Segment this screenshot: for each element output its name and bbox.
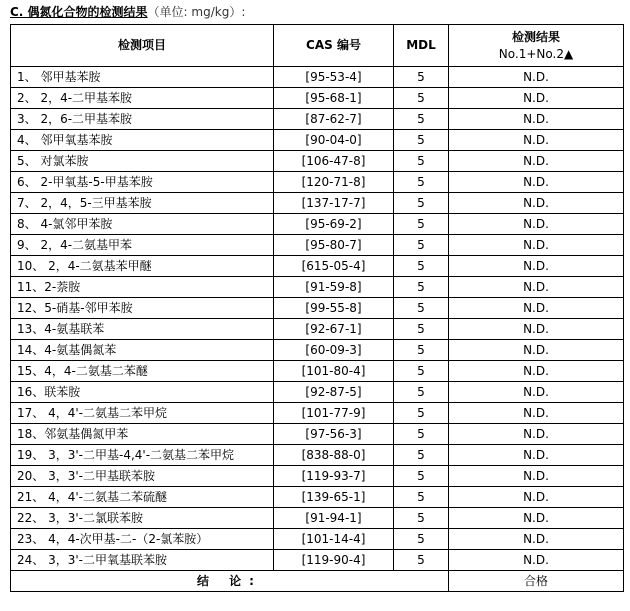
mdl-value: 5 bbox=[394, 445, 449, 466]
result-value: N.D. bbox=[449, 214, 624, 235]
cas-number: [97-56-3] bbox=[274, 424, 394, 445]
substance-name: 19、 3，3'-二甲基-4,4'-二氨基二苯甲烷 bbox=[11, 445, 274, 466]
mdl-value: 5 bbox=[394, 298, 449, 319]
table-row bbox=[11, 235, 624, 256]
mdl-value: 5 bbox=[394, 214, 449, 235]
cas-number: [95-68-1] bbox=[274, 88, 394, 109]
result-value: N.D. bbox=[449, 130, 624, 151]
substance-name: 24、 3，3'-二甲氧基联苯胺 bbox=[11, 550, 274, 571]
table-row bbox=[11, 109, 624, 130]
mdl-value: 5 bbox=[394, 172, 449, 193]
table-row bbox=[11, 172, 624, 193]
mdl-value: 5 bbox=[394, 151, 449, 172]
cas-number: [95-69-2] bbox=[274, 214, 394, 235]
section-heading bbox=[10, 4, 245, 20]
conclusion-label: 结 论: bbox=[11, 571, 449, 592]
substance-name: 10、 2，4-二氨基苯甲醚 bbox=[11, 256, 274, 277]
table-row bbox=[11, 550, 624, 571]
header-cas: CAS 编号 bbox=[274, 25, 394, 67]
section-title: C. 偶氮化合物的检测结果 bbox=[10, 5, 148, 19]
cas-number: [92-87-5] bbox=[274, 382, 394, 403]
table-row bbox=[11, 403, 624, 424]
cas-number: [87-62-7] bbox=[274, 109, 394, 130]
result-value: N.D. bbox=[449, 382, 624, 403]
mdl-value: 5 bbox=[394, 466, 449, 487]
cas-number: [119-93-7] bbox=[274, 466, 394, 487]
mdl-value: 5 bbox=[394, 88, 449, 109]
mdl-value: 5 bbox=[394, 508, 449, 529]
mdl-value: 5 bbox=[394, 424, 449, 445]
mdl-value: 5 bbox=[394, 256, 449, 277]
table-row bbox=[11, 277, 624, 298]
result-value: N.D. bbox=[449, 403, 624, 424]
result-value: N.D. bbox=[449, 550, 624, 571]
result-value: N.D. bbox=[449, 67, 624, 88]
cas-number: [101-14-4] bbox=[274, 529, 394, 550]
substance-name: 1、 邻甲基苯胺 bbox=[11, 67, 274, 88]
result-value: N.D. bbox=[449, 340, 624, 361]
mdl-value: 5 bbox=[394, 193, 449, 214]
result-value: N.D. bbox=[449, 508, 624, 529]
substance-name: 13、4-氨基联苯 bbox=[11, 319, 274, 340]
table-row bbox=[11, 151, 624, 172]
result-value: N.D. bbox=[449, 466, 624, 487]
cas-number: [139-65-1] bbox=[274, 487, 394, 508]
table-row bbox=[11, 88, 624, 109]
header-result-sample: No.1+No.2▲ bbox=[498, 46, 574, 61]
substance-name: 11、2-萘胺 bbox=[11, 277, 274, 298]
mdl-value: 5 bbox=[394, 235, 449, 256]
substance-name: 12、5-硝基-邻甲苯胺 bbox=[11, 298, 274, 319]
cas-number: [99-55-8] bbox=[274, 298, 394, 319]
substance-name: 18、邻氨基偶氮甲苯 bbox=[11, 424, 274, 445]
substance-name: 3、 2，6-二甲基苯胺 bbox=[11, 109, 274, 130]
substance-name: 7、 2，4，5-三甲基苯胺 bbox=[11, 193, 274, 214]
substance-name: 6、 2-甲氧基-5-甲基苯胺 bbox=[11, 172, 274, 193]
table-row bbox=[11, 67, 624, 88]
substance-name: 14、4-氨基偶氮苯 bbox=[11, 340, 274, 361]
substance-name: 23、 4，4-次甲基-二-（2-氯苯胺） bbox=[11, 529, 274, 550]
cas-number: [92-67-1] bbox=[274, 319, 394, 340]
table-row bbox=[11, 340, 624, 361]
cas-number: [101-80-4] bbox=[274, 361, 394, 382]
table-row bbox=[11, 424, 624, 445]
cas-number: [106-47-8] bbox=[274, 151, 394, 172]
table-body bbox=[11, 67, 624, 571]
mdl-value: 5 bbox=[394, 361, 449, 382]
table-row bbox=[11, 382, 624, 403]
substance-name: 15、4，4-二氨基二苯醚 bbox=[11, 361, 274, 382]
cas-number: [91-94-1] bbox=[274, 508, 394, 529]
mdl-value: 5 bbox=[394, 550, 449, 571]
cas-number: [838-88-0] bbox=[274, 445, 394, 466]
mdl-value: 5 bbox=[394, 487, 449, 508]
result-value: N.D. bbox=[449, 109, 624, 130]
result-value: N.D. bbox=[449, 445, 624, 466]
substance-name: 20、 3，3'-二甲基联苯胺 bbox=[11, 466, 274, 487]
cas-number: [60-09-3] bbox=[274, 340, 394, 361]
header-result bbox=[449, 25, 624, 67]
table-row bbox=[11, 214, 624, 235]
cas-number: [95-80-7] bbox=[274, 235, 394, 256]
mdl-value: 5 bbox=[394, 109, 449, 130]
header-row bbox=[11, 25, 624, 67]
table-row bbox=[11, 508, 624, 529]
substance-name: 5、 对氯苯胺 bbox=[11, 151, 274, 172]
cas-number: [95-53-4] bbox=[274, 67, 394, 88]
substance-name: 17、 4，4'-二氨基二苯甲烷 bbox=[11, 403, 274, 424]
mdl-value: 5 bbox=[394, 277, 449, 298]
section-unit: （单位: mg/kg）: bbox=[147, 5, 246, 19]
header-item: 检测项目 bbox=[11, 25, 274, 67]
substance-name: 9、 2，4-二氨基甲苯 bbox=[11, 235, 274, 256]
table-row bbox=[11, 256, 624, 277]
substance-name: 2、 2，4-二甲基苯胺 bbox=[11, 88, 274, 109]
cas-number: [137-17-7] bbox=[274, 193, 394, 214]
table-row bbox=[11, 529, 624, 550]
table-row bbox=[11, 193, 624, 214]
cas-number: [615-05-4] bbox=[274, 256, 394, 277]
table-row bbox=[11, 361, 624, 382]
substance-name: 16、联苯胺 bbox=[11, 382, 274, 403]
cas-number: [91-59-8] bbox=[274, 277, 394, 298]
substance-name: 8、 4-氯邻甲苯胺 bbox=[11, 214, 274, 235]
result-value: N.D. bbox=[449, 319, 624, 340]
conclusion-value: 合格 bbox=[449, 571, 624, 592]
azo-results-table bbox=[10, 24, 624, 592]
mdl-value: 5 bbox=[394, 340, 449, 361]
substance-name: 22、 3，3'-二氯联苯胺 bbox=[11, 508, 274, 529]
mdl-value: 5 bbox=[394, 529, 449, 550]
header-mdl: MDL bbox=[394, 25, 449, 67]
result-value: N.D. bbox=[449, 529, 624, 550]
result-value: N.D. bbox=[449, 277, 624, 298]
mdl-value: 5 bbox=[394, 319, 449, 340]
result-value: N.D. bbox=[449, 151, 624, 172]
result-value: N.D. bbox=[449, 193, 624, 214]
mdl-value: 5 bbox=[394, 130, 449, 151]
cas-number: [90-04-0] bbox=[274, 130, 394, 151]
table-row bbox=[11, 466, 624, 487]
conclusion-row bbox=[11, 571, 624, 592]
result-value: N.D. bbox=[449, 235, 624, 256]
table-row bbox=[11, 445, 624, 466]
result-value: N.D. bbox=[449, 172, 624, 193]
header-result-title: 检测结果 bbox=[511, 29, 560, 44]
table-row bbox=[11, 487, 624, 508]
result-value: N.D. bbox=[449, 88, 624, 109]
table-row bbox=[11, 298, 624, 319]
mdl-value: 5 bbox=[394, 382, 449, 403]
result-value: N.D. bbox=[449, 424, 624, 445]
mdl-value: 5 bbox=[394, 67, 449, 88]
mdl-value: 5 bbox=[394, 403, 449, 424]
result-value: N.D. bbox=[449, 256, 624, 277]
cas-number: [101-77-9] bbox=[274, 403, 394, 424]
result-value: N.D. bbox=[449, 361, 624, 382]
table-row bbox=[11, 319, 624, 340]
cas-number: [119-90-4] bbox=[274, 550, 394, 571]
substance-name: 21、 4，4'-二氨基二苯硫醚 bbox=[11, 487, 274, 508]
result-value: N.D. bbox=[449, 487, 624, 508]
result-value: N.D. bbox=[449, 298, 624, 319]
cas-number: [120-71-8] bbox=[274, 172, 394, 193]
table-row bbox=[11, 130, 624, 151]
substance-name: 4、 邻甲氧基苯胺 bbox=[11, 130, 274, 151]
